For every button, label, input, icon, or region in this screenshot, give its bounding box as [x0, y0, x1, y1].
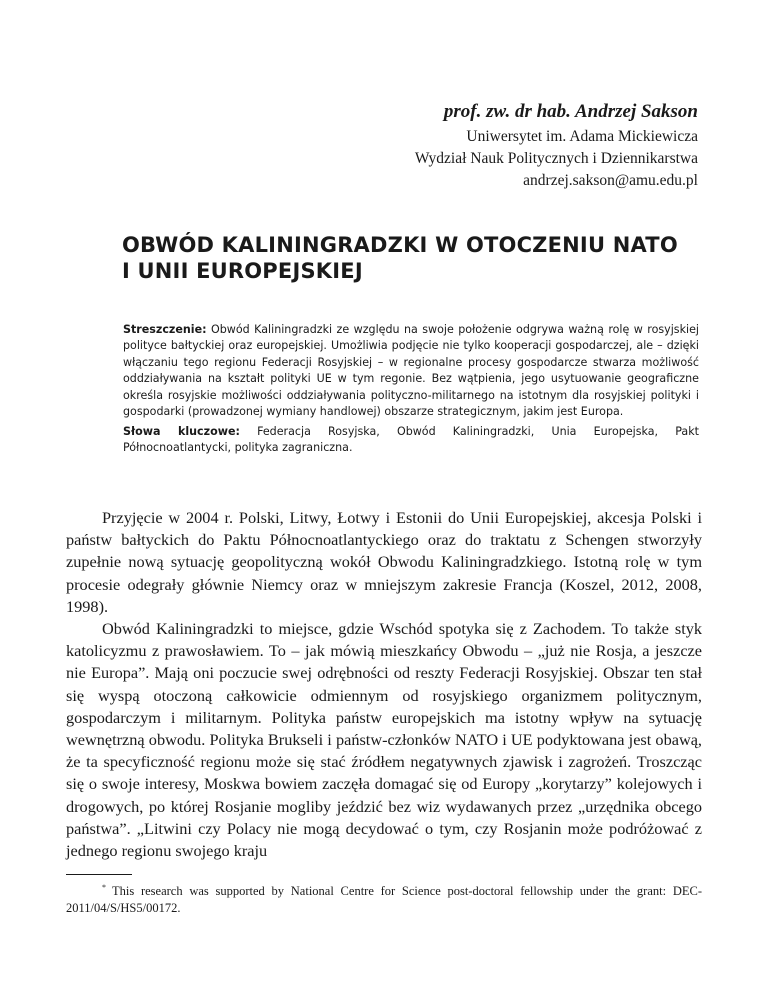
keywords-text: Federacja Rosyjska, Obwód Kaliningradzki, Unia Europejska, Pakt Północnoatlantycki, polityka zagraniczna. — [123, 425, 699, 455]
author-email: andrzej.sakson@amu.edu.pl — [523, 172, 698, 189]
footnote — [66, 883, 702, 917]
article-body — [66, 507, 702, 862]
footnote-divider — [66, 874, 132, 875]
footnote-marker: * — [102, 882, 106, 892]
article-title — [122, 232, 702, 284]
body-paragraph-1: Przyjęcie w 2004 r. Polski, Litwy, Łotwy i Estonii do Unii Europejskiej, akcesja Polski i państw bałtyckich do Paktu Północnoatlantyckiego oraz do traktatu z Schengen stworzyły zupełnie nową sytuację geopolityczną wokół Obwodu Kaliningradzkiego. Istotną rolę w tym procesie odegrały głównie Niemcy oraz w mniejszym zakresie Francja (Koszel, 2012, 2008, 1998). — [66, 508, 702, 616]
author-block — [415, 98, 698, 192]
author-name: prof. zw. dr hab. Andrzej Sakson — [443, 101, 698, 122]
keywords — [123, 424, 699, 457]
keywords-label: Słowa kluczowe: — [123, 425, 240, 438]
author-university: Uniwersytet im. Adama Mickiewicza — [466, 128, 698, 145]
title-line-1: OBWÓD KALININGRADZKI W OTOCZENIU NATO — [122, 233, 678, 257]
body-paragraph-2: Obwód Kaliningradzki to miejsce, gdzie Wschód spotyka się z Zachodem. To także styk katolicyzmu z prawosławiem. To – jak mówią mieszkańcy Obwodu – „już nie Rosja, a jeszcze nie Europa”. Mają oni poczucie swej odrębności od reszty Federacji Rosyjskiej. Obszar ten stał się wyspą otoczoną całkowicie odmiennym od rosyjskiego organizmem politycznym, gospodarczym i militarnym. Polityka państw europejskich ma istotny wpływ na sytuację wewnętrzną obwodu. Polityka Brukseli i państw-członków NATO i UE podyktowana jest obawą, że ta specyficzność regionu może się stać źródłem negatywnych zjawisk i zagrożeń. Troszcząc się o swoje interesy, Moskwa bowiem zaczęła domagać się od Europy „korytarzy” kolejowych i drogowych, po której Rosjanie mogliby jeździć bez wiz wydawanych przez „urzędnika obcego państwa”. „Litwini czy Polacy nie mogą decydować o tym, czy Rosjanin może podróżować z jednego regionu swojego kraju — [66, 619, 702, 861]
abstract-text: Obwód Kaliningradzki ze względu na swoje położenie odgrywa ważną rolę w rosyjskiej polityce bałtyckiej oraz europejskiej. Umożliwia podjęcie nie tylko kooperacji gospodarczej, ale – dzięki włączaniu tego regionu Federacji Rosyjskiej – w regionalne procesy gospodarcze stwarza możliwość oddziaływania na kształt polityki UE w tym regonie. Bez wątpienia, jego usytuowanie geograficzne określa rosyjskie możliwości oddziaływania polityczno-militarnego na istotnym dla rosyjskiej polityki i gospodarki (prowadzonej wymiany handlowej) obszarze strategicznym, jakim jest Europa. — [123, 323, 700, 419]
footnote-text: This research was supported by National Centre for Science post-doctoral fellowship under the grant: DEC-2011/04/S/HS5/00172. — [66, 884, 702, 915]
abstract-label: Streszczenie: — [123, 323, 207, 336]
abstract — [123, 322, 699, 420]
author-faculty: Wydział Nauk Politycznych i Dziennikarstwa — [414, 150, 698, 167]
title-line-2: I UNII EUROPEJSKIEJ — [122, 259, 363, 283]
